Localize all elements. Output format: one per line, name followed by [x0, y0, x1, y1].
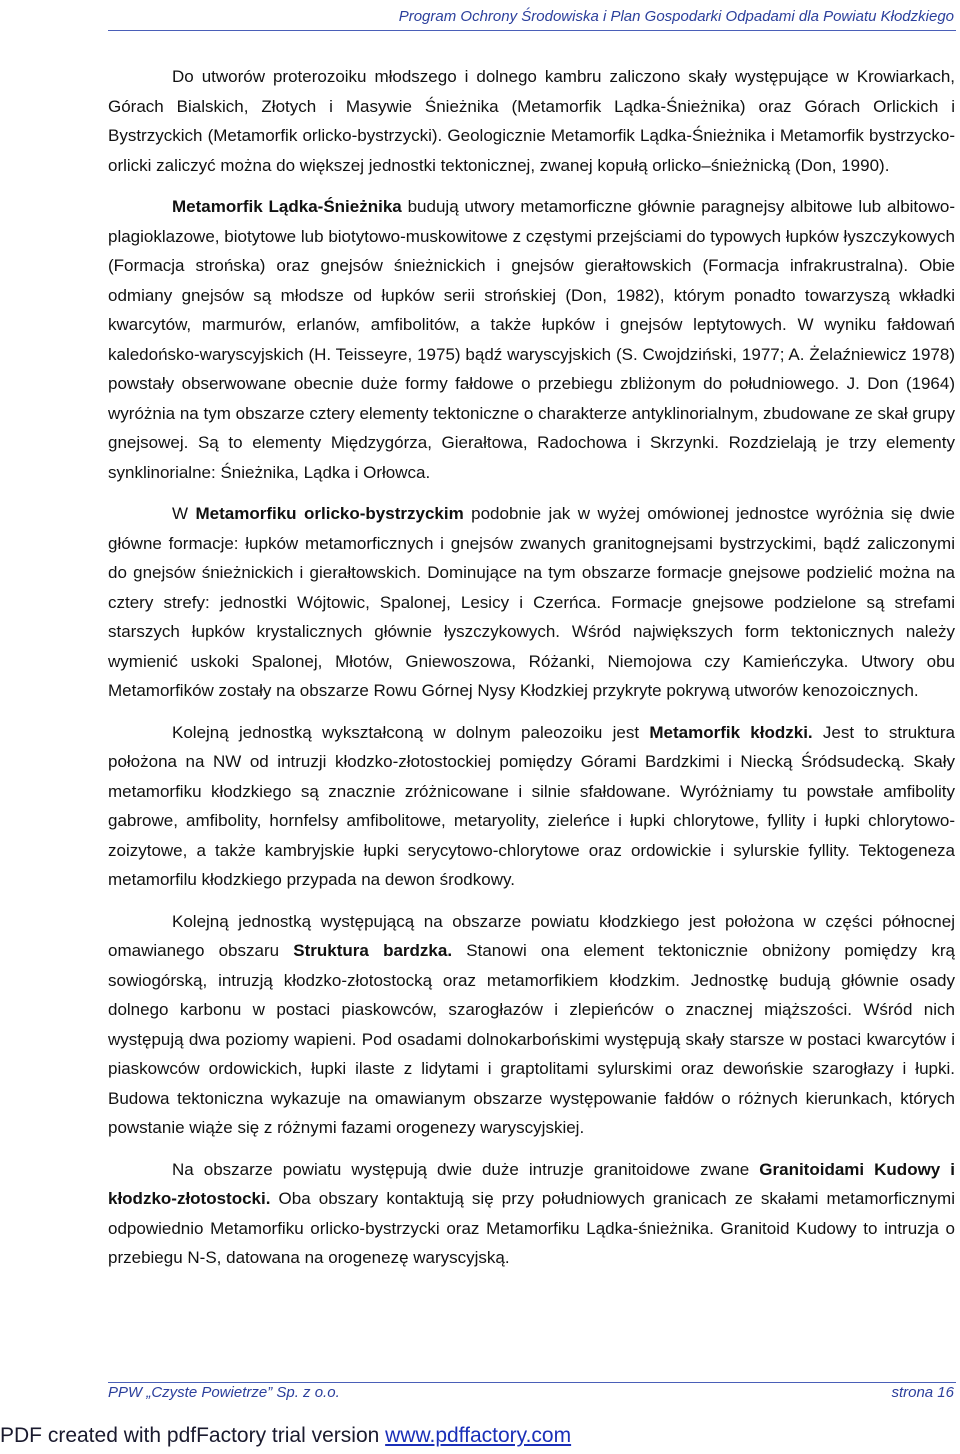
paragraph-6-prefix: Na obszarze powiatu występują dwie duże intruzje granitoidowe zwane [172, 1159, 760, 1179]
term-struktura-bardzka: Struktura bardzka. [293, 941, 453, 960]
paragraph-5-text: Stanowi ona element tektonicznie obniżony pomiędzy krą sowiogórską, intruzją kłodzko-złotostocką oraz metamorfikiem kłodzkim. Jednostkę budują głównie osady dolnego karbonu w postaci piaskowców, szarogłazów i zlepieńców o znacznej miąższości. Wśród nich występują dwa poziomy wapieni. Pod osadami dolnokarbońskimi występują skały starsze w postaci kwarcytów i piaskowców ordowickich, łupki ilaste z lidytami i graptolitami sylurskimi oraz dewońskie szarogłazy i łupki. Budowa tektoniczna wykazuje na omawianym obszarze występowanie fałdów o różnych kierunkach, których powstanie wiąże się z różnymi fazami orogenezy waryscyjskiej. [108, 941, 955, 1137]
paragraph-4-text: Jest to struktura położona na NW od intruzji kłodzko-złotostockiej pomiędzy Górami Bardzkimi i Niecką Śródsudecką. Skały metamorfiku kłodzkiego są znacznie zróżnicowane i silnie sfałdowane. Wyróżniamy tu powstałe amfibolity gabrowe, amfibolity, hornfelsy amfibolitowe, metaryolity, zieleńce i łupki chlorytowe, fyllity i łupki chlorytowo-zoizytowe, a także kambryjskie łupki serycytowo-chlorytowe oraz ordowickie i sylurskie fyllity. Tektogeneza metamorfilu kłodzkiego przypada na dewon środkowy. [108, 722, 955, 889]
pdf-banner-text: PDF created with pdfFactory trial version [0, 1424, 386, 1447]
body-text [108, 62, 955, 1285]
paragraph-3-prefix: W [172, 504, 196, 523]
pdffactory-link[interactable]: www.pdffactory.com [385, 1424, 572, 1447]
running-header: Program Ochrony Środowiska i Plan Gospodarki Odpadami dla Powiatu Kłodzkiego [398, 8, 954, 25]
term-metamorfik-orlicko-bystrzycki: Metamorfiku orlicko-bystrzyckim [195, 504, 464, 523]
footer-divider [108, 1382, 956, 1383]
term-granitoidy: Granitoidami Kudowy i kłodzko-złotostocki. [108, 1159, 956, 1208]
paragraph-5 [108, 907, 955, 1143]
paragraph-3-text: podobnie jak w wyżej omówionej jednostce wyróżnia się dwie główne formacje: łupków metamorficznych i gnejsów zwanych granitognejsami bystrzyckimi, bądź zaliczonymi do gnejsów śnieżnickich i gierałtowskich. Dominujące na tym obszarze formacje gnejsowe podzielić można na cztery strefy: jednostki Wójtowic, Spalonej, Lesicy i Czerńca. Formacje gnejsowe podzielone są strefami starszych łupków krystalicznych głównie łyszczykowych. Wśród największych form tektonicznych należy wymienić uskoki Spalonej, Młotów, Gniewoszowa, Różanki, Niemojowa czy Kamieńczyka. Utwory obu Metamorfików zostały na obszarze Rowu Górnej Nysy Kłodzkiej przykryte pokrywą utworów kenozoicznych. [108, 504, 956, 700]
paragraph-6 [108, 1155, 955, 1273]
paragraph-6-text: Oba obszary kontaktują się przy południowych granicach ze skałami metamorficznymi odpowiednio Metamorfiku orlicko-bystrzycki oraz Metamorfiku Lądka-śnieżnika. Granitoid Kudowy to intruzja o przebiegu N-S, datowana na orogenezę waryscyjską. [108, 1189, 955, 1267]
paragraph-4-prefix: Kolejną jednostką wykształconą w dolnym paleozoiku jest [172, 722, 650, 742]
term-metamorfik-ladka-snieznika: Metamorfik Lądka-Śnieżnika [172, 197, 402, 216]
paragraph-3 [108, 499, 955, 706]
page-number: strona 16 [891, 1384, 954, 1401]
running-footer [108, 1384, 954, 1404]
paragraph-4 [108, 718, 955, 895]
term-metamorfik-klodzki: Metamorfik kłodzki. [649, 722, 813, 742]
paragraph-2 [108, 192, 955, 487]
header-divider [108, 30, 956, 31]
footer-company: PPW „Czyste Powietrze” Sp. z o.o. [108, 1384, 340, 1401]
paragraph-1: Do utworów proterozoiku młodszego i dolnego kambru zaliczono skały występujące w Krowiarkach, Górach Bialskich, Złotych i Masywie Śnieżnika (Metamorfik Lądka-Śnieżnika) oraz Górach Orlickich i Bystrzyckich (Metamorfik orlicko-bystrzycki). Geologicznie Metamorfik Lądka-Śnieżnika i Metamorfik bystrzycko-orlicki zaliczyć można do większej jednostki tektonicznej, zwanej kopułą orlicko–śnieżnicką (Don, 1990). [108, 67, 955, 175]
pdf-trial-banner [0, 1424, 571, 1448]
paragraph-2-text: budują utwory metamorficzne głównie paragnejsy albitowe lub albitowo-plagioklazowe, biotytowe lub biotytowo-muskowitowe z częstymi przejściami do typowych łupków łyszczykowych (Formacja strońska) oraz gnejsów śnieżnickich i gnejsów gierałtowskich (Formacja infrakrustralna). Obie odmiany gnejsów są młodsze od łupków serii strońskiej (Don, 1982), którym ponadto towarzyszą wkładki kwarcytów, marmurów, erlanów, amfibolitów, a także łupków i gnejsów leptytowych. W wyniku fałdowań kaledońsko-waryscyjskich (H. Teisseyre, 1975) bądź waryscyjskich (S. Cwojdziński, 1977; A. Żelaźniewicz 1978) powstały obserwowane obecnie duże formy fałdowe o przebiegu zbliżonym do południowego. J. Don (1964) wyróżnia na tym obszarze cztery elementy tektoniczne o charakterze antyklinorialnym, zbudowane ze skał grupy gnejsowej. Są to elementy Międzygórza, Gierałtowa, Radochowa i Skrzynki. Rozdzielają je trzy elementy synklinorialne: Śnieżnika, Lądka i Orłowca. [108, 197, 955, 482]
paragraph-5-prefix: Kolejną jednostką występującą na obszarze powiatu kłodzkiego jest położona w części północnej omawianego obszaru [108, 911, 955, 960]
